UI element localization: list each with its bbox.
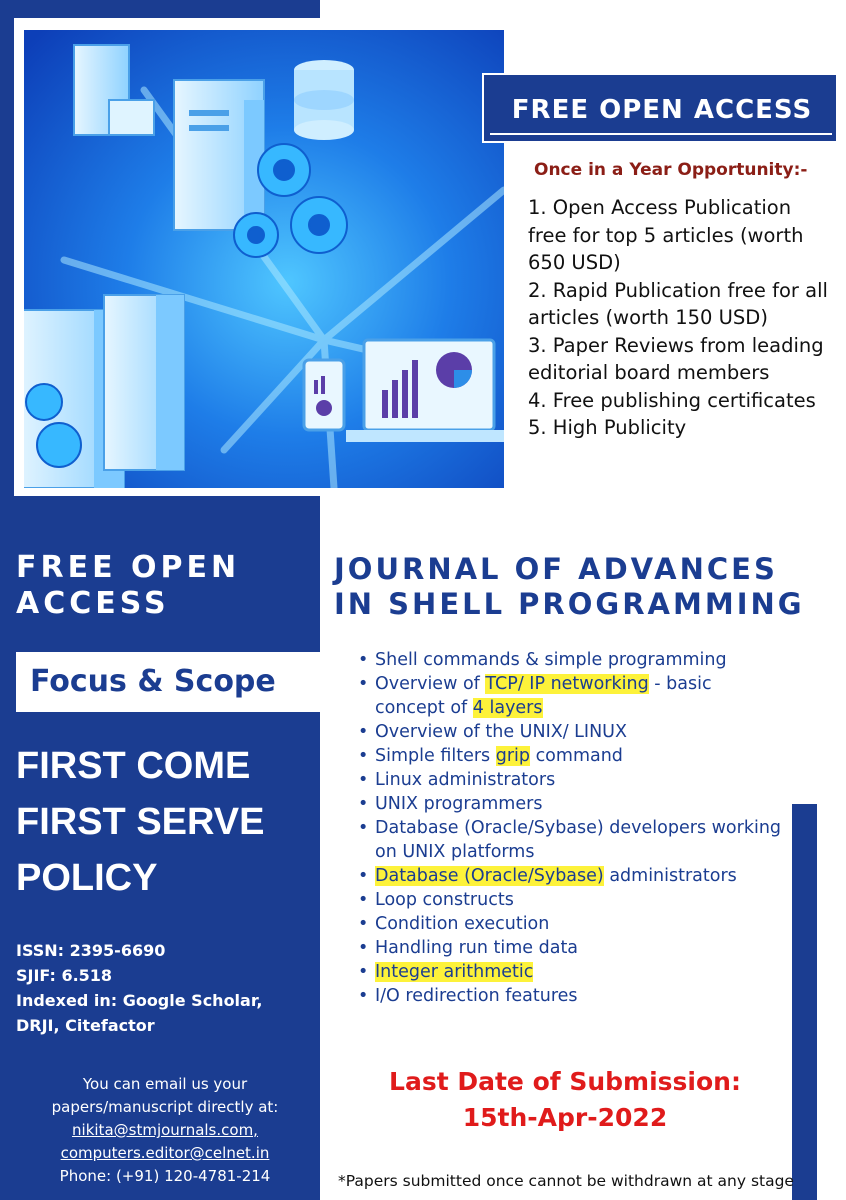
list-item [356,984,786,1008]
benefit-item: 2. Rapid Publication free for all articles (worth 150 USD) [528,278,828,329]
left-free-open-access-heading [16,550,240,622]
list-item [356,936,786,960]
benefit-item: 5. High Publicity [528,416,687,439]
topic-text: Condition execution [375,914,550,934]
topic-highlight: TCP/ IP networking [485,674,649,694]
policy-line: POLICY [16,857,158,899]
topic-text: Loop constructs [375,890,514,910]
policy-line: FIRST SERVE [16,801,265,843]
deadline-date: 15th-Apr-2022 [462,1103,668,1132]
list-item [356,720,786,744]
server-network-illustration [24,30,504,488]
indexed-text: Indexed in: Google Scholar, [16,991,263,1010]
badge-text: FREE OPEN ACCESS [511,95,813,125]
right-accent-bar [792,804,817,1200]
topic-text: Simple filters [375,746,496,766]
hero-illustration [24,30,504,488]
list-item [356,888,786,912]
list-item [356,672,786,720]
topic-text: command [530,746,623,766]
withdrawal-footnote: *Papers submitted once cannot be withdrawn at any stage [338,1172,794,1190]
topic-highlight: Integer arithmetic [375,962,534,982]
benefits-list [528,194,828,442]
focus-scope-label: Focus & Scope [30,664,276,699]
contact-text: You can email us your [82,1075,248,1093]
phone-text: Phone: (+91) 120-4781-214 [59,1167,271,1185]
phone-chart-icon [304,360,344,430]
focus-scope-box [16,652,320,712]
main-server-icon [174,80,264,230]
topic-text: I/O redirection features [375,986,578,1006]
benefit-item: 3. Paper Reviews from leading editorial board members [528,333,824,384]
email-link[interactable]: nikita@stmjournals.com, [72,1121,258,1139]
deadline-label: Last Date of Submission: [389,1067,741,1096]
sjif-text: SJIF: 6.518 [16,966,113,985]
laptop-chart-icon [346,340,504,442]
topic-text: Overview of the UNIX/ LINUX [375,722,627,742]
topic-highlight: Database (Oracle/Sybase) [375,866,604,886]
list-item [356,912,786,936]
policy-line: FIRST COME [16,745,251,787]
badge-underline [490,133,832,135]
benefit-item: 1. Open Access Publication free for top 5 articles (worth 650 USD) [528,196,804,274]
topic-text: UNIX programmers [375,794,543,814]
list-item [356,648,786,672]
contact-info [20,1073,310,1188]
list-item [356,792,786,816]
list-item [356,768,786,792]
server-tower-right-icon [104,295,184,470]
list-item [356,816,786,864]
list-item [356,744,786,768]
email-link[interactable]: computers.editor@celnet.in [60,1144,270,1162]
topic-text: Shell commands & simple programming [375,650,727,670]
issn-text: ISSN: 2395-6690 [16,941,166,960]
list-item [356,864,786,888]
topic-text: Overview of [375,674,486,694]
journal-metadata [16,938,262,1038]
heading-line: FREE OPEN [16,550,241,585]
opportunity-title: Once in a Year Opportunity:- [534,160,808,180]
topic-highlight: 4 layers [472,698,543,718]
topic-text: Database (Oracle/Sybase) developers working on UNIX platforms [375,818,782,862]
indexed-text: DRJI, Citefactor [16,1016,155,1035]
journal-title [334,552,805,622]
first-come-policy [16,738,264,906]
topic-highlight: grip [495,746,530,766]
list-item [356,960,786,984]
submission-deadline [360,1064,770,1136]
benefit-item: 4. Free publishing certificates [528,388,816,412]
database-stack-icon [294,60,354,140]
contact-text: papers/manuscript directly at: [51,1098,279,1116]
free-open-access-badge [482,73,838,143]
topic-text: Handling run time data [375,938,579,958]
title-line: JOURNAL OF ADVANCES [334,552,778,586]
topics-list [356,648,786,1008]
title-line: IN SHELL PROGRAMMING [334,587,805,621]
heading-line: ACCESS [16,586,170,621]
topic-text: - basic concept of [375,674,712,718]
topic-text: Linux administrators [375,770,556,790]
topic-text: administrators [603,866,737,886]
